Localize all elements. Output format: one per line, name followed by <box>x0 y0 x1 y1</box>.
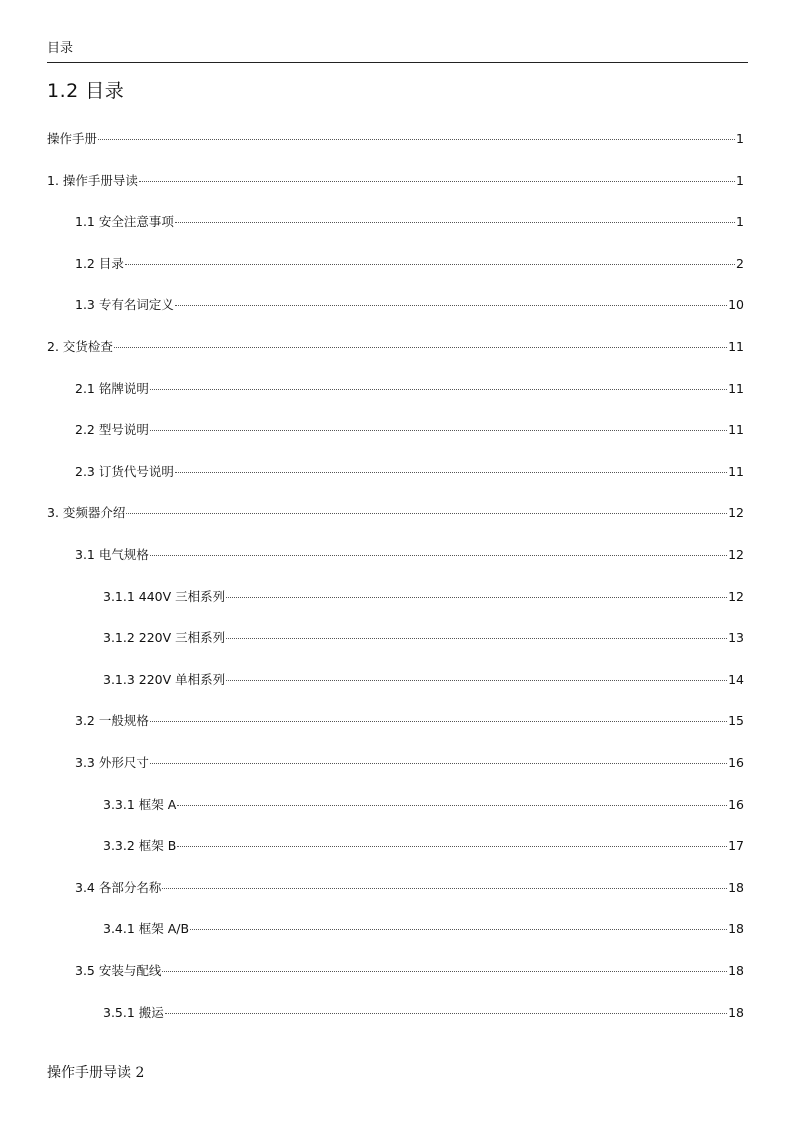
toc-page-number: 2 <box>736 256 744 271</box>
toc-page-number: 12 <box>728 547 744 562</box>
toc-page-number: 17 <box>728 838 744 853</box>
toc-page-number: 18 <box>728 921 744 936</box>
toc-page-number: 11 <box>728 339 744 354</box>
toc-entry[interactable] <box>103 796 744 814</box>
toc-page-number: 15 <box>728 713 744 728</box>
toc-page-number: 11 <box>728 381 744 396</box>
toc-entry-title: 1. 操作手册导读 <box>47 173 138 188</box>
toc-entry[interactable] <box>75 712 744 730</box>
toc-page-number: 11 <box>728 422 744 437</box>
toc-dot-leader <box>150 389 727 390</box>
toc-entry[interactable] <box>75 380 744 398</box>
toc-entry[interactable] <box>103 837 744 855</box>
toc-entry-title: 2.1 铭牌说明 <box>75 381 149 396</box>
toc-entry[interactable] <box>75 879 744 897</box>
running-title: 目录 <box>47 41 74 56</box>
toc-entry-title: 3.1 电气规格 <box>75 547 149 562</box>
page-footer: 操作手册导读 2 <box>47 1065 145 1081</box>
toc-entry-title: 3. 变频器介绍 <box>47 505 126 520</box>
toc-entry-title: 2.3 订货代号说明 <box>75 464 174 479</box>
toc-entry-title: 3.1.3 220V 单相系列 <box>103 672 226 687</box>
toc-entry[interactable] <box>103 671 744 689</box>
toc-entry[interactable] <box>75 255 744 273</box>
toc-entry[interactable] <box>103 588 744 606</box>
toc-entry-title: 3.3 外形尺寸 <box>75 755 149 770</box>
toc-dot-leader <box>165 1013 727 1014</box>
toc-dot-leader <box>175 305 727 306</box>
toc-entry-title: 1.2 目录 <box>75 256 124 271</box>
toc-dot-leader <box>175 472 727 473</box>
toc-dot-leader <box>114 347 727 348</box>
toc-dot-leader <box>126 513 727 514</box>
toc-entry[interactable] <box>75 546 744 564</box>
toc-entry[interactable] <box>47 172 744 190</box>
toc-entry-title: 3.4 各部分名称 <box>75 880 162 895</box>
toc-dot-leader <box>175 222 735 223</box>
toc-page-number: 18 <box>728 963 744 978</box>
toc-page-number: 12 <box>728 589 744 604</box>
toc-dot-leader <box>150 721 727 722</box>
toc-entry-title: 3.3.2 框架 B <box>103 838 177 853</box>
toc-dot-leader <box>150 555 727 556</box>
toc-entry[interactable] <box>75 421 744 439</box>
toc-entry[interactable] <box>75 962 744 980</box>
toc-entry-title: 1.1 安全注意事项 <box>75 214 174 229</box>
toc-page-number: 16 <box>728 797 744 812</box>
toc-dot-leader <box>98 139 735 140</box>
toc-dot-leader <box>177 846 727 847</box>
toc-dot-leader <box>139 181 735 182</box>
toc-entry[interactable] <box>103 1004 744 1022</box>
toc-entry[interactable] <box>103 629 744 647</box>
toc-dot-leader <box>226 638 727 639</box>
toc-dot-leader <box>162 888 727 889</box>
toc-dot-leader <box>162 971 727 972</box>
toc-entry-title: 2.2 型号说明 <box>75 422 149 437</box>
toc-page-number: 10 <box>728 297 744 312</box>
toc-dot-leader <box>150 430 727 431</box>
toc-dot-leader <box>177 805 727 806</box>
toc-entry[interactable] <box>47 504 744 522</box>
toc-entry-title: 3.5.1 搬运 <box>103 1005 164 1020</box>
toc-page-number: 11 <box>728 464 744 479</box>
toc-entry[interactable] <box>75 463 744 481</box>
toc-dot-leader <box>226 680 727 681</box>
toc-page-number: 16 <box>728 755 744 770</box>
toc-page-number: 18 <box>728 1005 744 1020</box>
toc-entry[interactable] <box>47 338 744 356</box>
toc-entry-title: 3.5 安装与配线 <box>75 963 162 978</box>
toc-entry-title: 2. 交货检查 <box>47 339 113 354</box>
toc-dot-leader <box>150 763 727 764</box>
toc-entry-title: 3.1.1 440V 三相系列 <box>103 589 226 604</box>
toc-entry-title: 操作手册 <box>47 131 98 146</box>
toc-dot-leader <box>190 929 727 930</box>
toc-entry[interactable] <box>75 754 744 772</box>
section-title: 1.2 目录 <box>47 80 125 102</box>
toc-page-number: 1 <box>736 173 744 188</box>
toc-page-number: 18 <box>728 880 744 895</box>
toc-page-number: 14 <box>728 672 744 687</box>
toc-entry[interactable] <box>75 213 744 231</box>
toc-entry[interactable] <box>75 296 744 314</box>
toc-page-number: 1 <box>736 131 744 146</box>
toc-entry-title: 3.1.2 220V 三相系列 <box>103 630 226 645</box>
toc-page-number: 13 <box>728 630 744 645</box>
toc-page-number: 12 <box>728 505 744 520</box>
toc-entry-title: 3.4.1 框架 A/B <box>103 921 190 936</box>
toc-entry-title: 1.3 专有名词定义 <box>75 297 174 312</box>
toc-page-number: 1 <box>736 214 744 229</box>
toc-entry-title: 3.3.1 框架 A <box>103 797 177 812</box>
toc-entry[interactable] <box>47 130 744 148</box>
toc-entry-title: 3.2 一般规格 <box>75 713 149 728</box>
toc-dot-leader <box>125 264 735 265</box>
toc-dot-leader <box>226 597 727 598</box>
toc-entry[interactable] <box>103 920 744 938</box>
